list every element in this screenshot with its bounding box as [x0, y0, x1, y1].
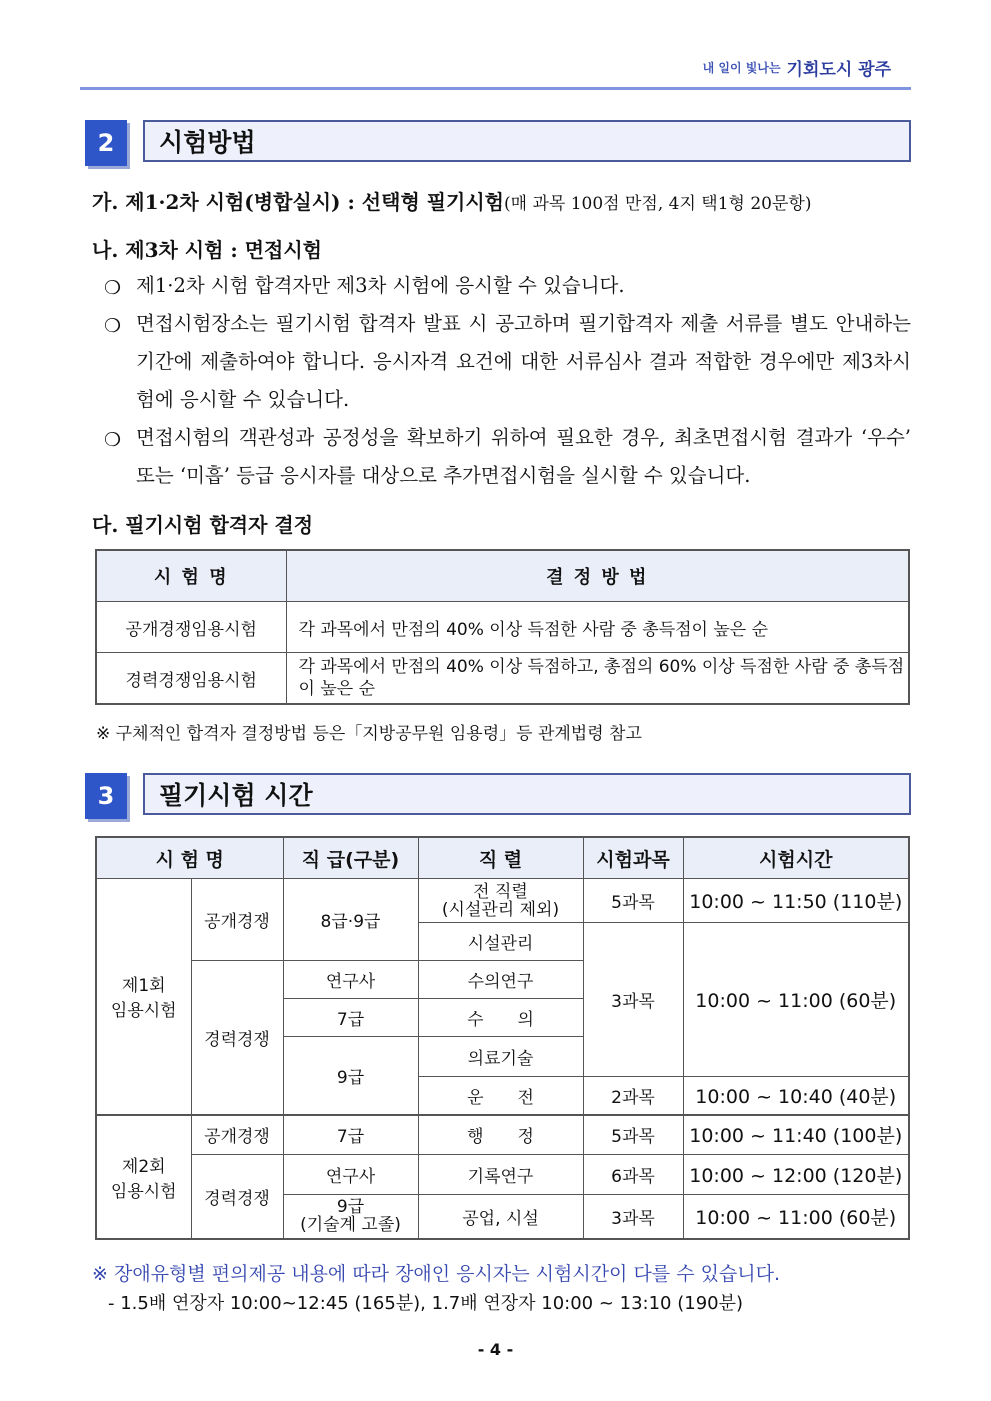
section-number: 3 — [85, 773, 127, 819]
table-row — [96, 1155, 909, 1195]
table-cell: 행 정 — [418, 1115, 583, 1155]
page-number: - 4 - — [477, 1340, 514, 1359]
bullet-text-2: 면접시험장소는 필기시험 합격자 발표 시 공고하며 필기합격자 제출 서류를 별도 안내하는 기간에 제출하여야 합니다. 응시자격 요건에 대한 서류심사 결과 적합한 경우에만 제3차시험에 응시할 수 있습니다. — [136, 312, 911, 411]
section-2-header — [85, 120, 911, 166]
bullet-icon: ❍ — [104, 429, 122, 451]
table-header: 시험과목 — [583, 837, 683, 879]
bullet-text-1: 제1·2차 시험 합격자만 제3차 시험에 응시할 수 있습니다. — [136, 274, 625, 297]
logo-slogan: 내 일이 빛나는 — [702, 60, 781, 75]
table-cell: 연구사 — [283, 961, 418, 999]
accessibility-note: ※ 장애유형별 편의제공 내용에 따라 장애인 응시자는 시험시간이 다를 수 있습니다. — [92, 1263, 781, 1285]
table-cell: 7급 — [283, 999, 418, 1037]
table-row — [96, 653, 909, 705]
item-ga-title: 가. 제1·2차 시험(병합실시) : 선택형 필기시험 — [92, 190, 505, 214]
table-row — [96, 1115, 909, 1155]
table-header: 결 정 방 법 — [286, 550, 909, 602]
table-header: 직 렬 — [418, 837, 583, 879]
table-cell: 수 의 — [418, 999, 583, 1037]
criteria-note: ※ 구체적인 합격자 결정방법 등은「지방공무원 임용령」등 관계법령 참고 — [96, 724, 642, 744]
section-number: 2 — [85, 120, 127, 166]
table-header: 시험시간 — [683, 837, 909, 879]
table-cell: 3과목 — [583, 923, 683, 1077]
table-cell: 5과목 — [583, 879, 683, 923]
table-cell: 10:00 ~ 11:50 (110분) — [683, 879, 909, 923]
table-row — [96, 879, 909, 923]
table-cell: 5과목 — [583, 1115, 683, 1155]
table-cell: 10:00 ~ 11:00 (60분) — [683, 1195, 909, 1239]
table-cell: 의료기술 — [418, 1037, 583, 1077]
item-na-title: 나. 제3차 시험 : 면접시험 — [92, 238, 322, 262]
table-cell: 연구사 — [283, 1155, 418, 1195]
table-cell: 7급 — [283, 1115, 418, 1155]
table-cell: 10:00 ~ 11:40 (100분) — [683, 1115, 909, 1155]
table-header: 시 험 명 — [96, 837, 283, 879]
table-cell: 경력경쟁 — [191, 961, 283, 1115]
table-cell: 9급 (기술계 고졸) — [283, 1195, 418, 1239]
table-cell: 제2회 임용시험 — [96, 1115, 191, 1239]
table-cell: 운 전 — [418, 1077, 583, 1115]
table-cell: 각 과목에서 만점의 40% 이상 득점하고, 총점의 60% 이상 득점한 사람 중 총득점이 높은 순 — [286, 653, 909, 705]
table-header: 시 험 명 — [96, 550, 286, 602]
section-title: 필기시험 시간 — [143, 773, 911, 815]
table-cell: 기록연구 — [418, 1155, 583, 1195]
table-cell: 수의연구 — [418, 961, 583, 999]
table-cell: 경력경쟁임용시험 — [96, 653, 286, 705]
section-3-header — [85, 773, 911, 819]
bullet-text-3: 면접시험의 객관성과 공정성을 확보하기 위하여 필요한 경우, 최초면접시험 결과가 ‘우수’ 또는 ‘미흡’ 등급 응시자를 대상으로 추가면접시험을 실시할 수 있습니다. — [136, 426, 911, 487]
logo-title: 기회도시 광주 — [786, 59, 891, 80]
table-cell: 제1회 임용시험 — [96, 879, 191, 1115]
item-ga-note: (매 과목 100점 만점, 4지 택1형 20문항) — [504, 194, 812, 214]
table-cell: 10:00 ~ 11:00 (60분) — [683, 923, 909, 1077]
table-cell: 시설관리 — [418, 923, 583, 961]
table-cell: 2과목 — [583, 1077, 683, 1115]
table-cell: 9급 — [283, 1037, 418, 1115]
table-cell: 공업, 시설 — [418, 1195, 583, 1239]
section-title: 시험방법 — [143, 120, 911, 162]
table-cell: 경력경쟁 — [191, 1155, 283, 1239]
table-cell: 6과목 — [583, 1155, 683, 1195]
table-cell: 10:00 ~ 12:00 (120분) — [683, 1155, 909, 1195]
item-da-title: 다. 필기시험 합격자 결정 — [92, 513, 314, 537]
table-cell: 공개경쟁 — [191, 879, 283, 961]
item-ga — [92, 186, 811, 215]
table-cell: 각 과목에서 만점의 40% 이상 득점한 사람 중 총득점이 높은 순 — [286, 602, 909, 653]
table-cell: 전 직렬 (시설관리 제외) — [418, 879, 583, 923]
pass-criteria-table — [95, 549, 910, 705]
exam-schedule-table — [95, 836, 910, 1240]
table-row — [96, 602, 909, 653]
table-cell: 공개경쟁임용시험 — [96, 602, 286, 653]
bullet-icon: ❍ — [104, 315, 122, 337]
extension-note: - 1.5배 연장자 10:00~12:45 (165분), 1.7배 연장자 10:00 ~ 13:10 (190분) — [108, 1293, 744, 1314]
table-cell: 공개경쟁 — [191, 1115, 283, 1155]
table-cell: 3과목 — [583, 1195, 683, 1239]
header-rule — [80, 87, 911, 90]
bullet-icon: ❍ — [104, 277, 122, 299]
table-header: 직 급(구분) — [283, 837, 418, 879]
table-cell: 10:00 ~ 10:40 (40분) — [683, 1077, 909, 1115]
table-cell: 8급·9급 — [283, 879, 418, 961]
city-logo — [703, 52, 891, 82]
